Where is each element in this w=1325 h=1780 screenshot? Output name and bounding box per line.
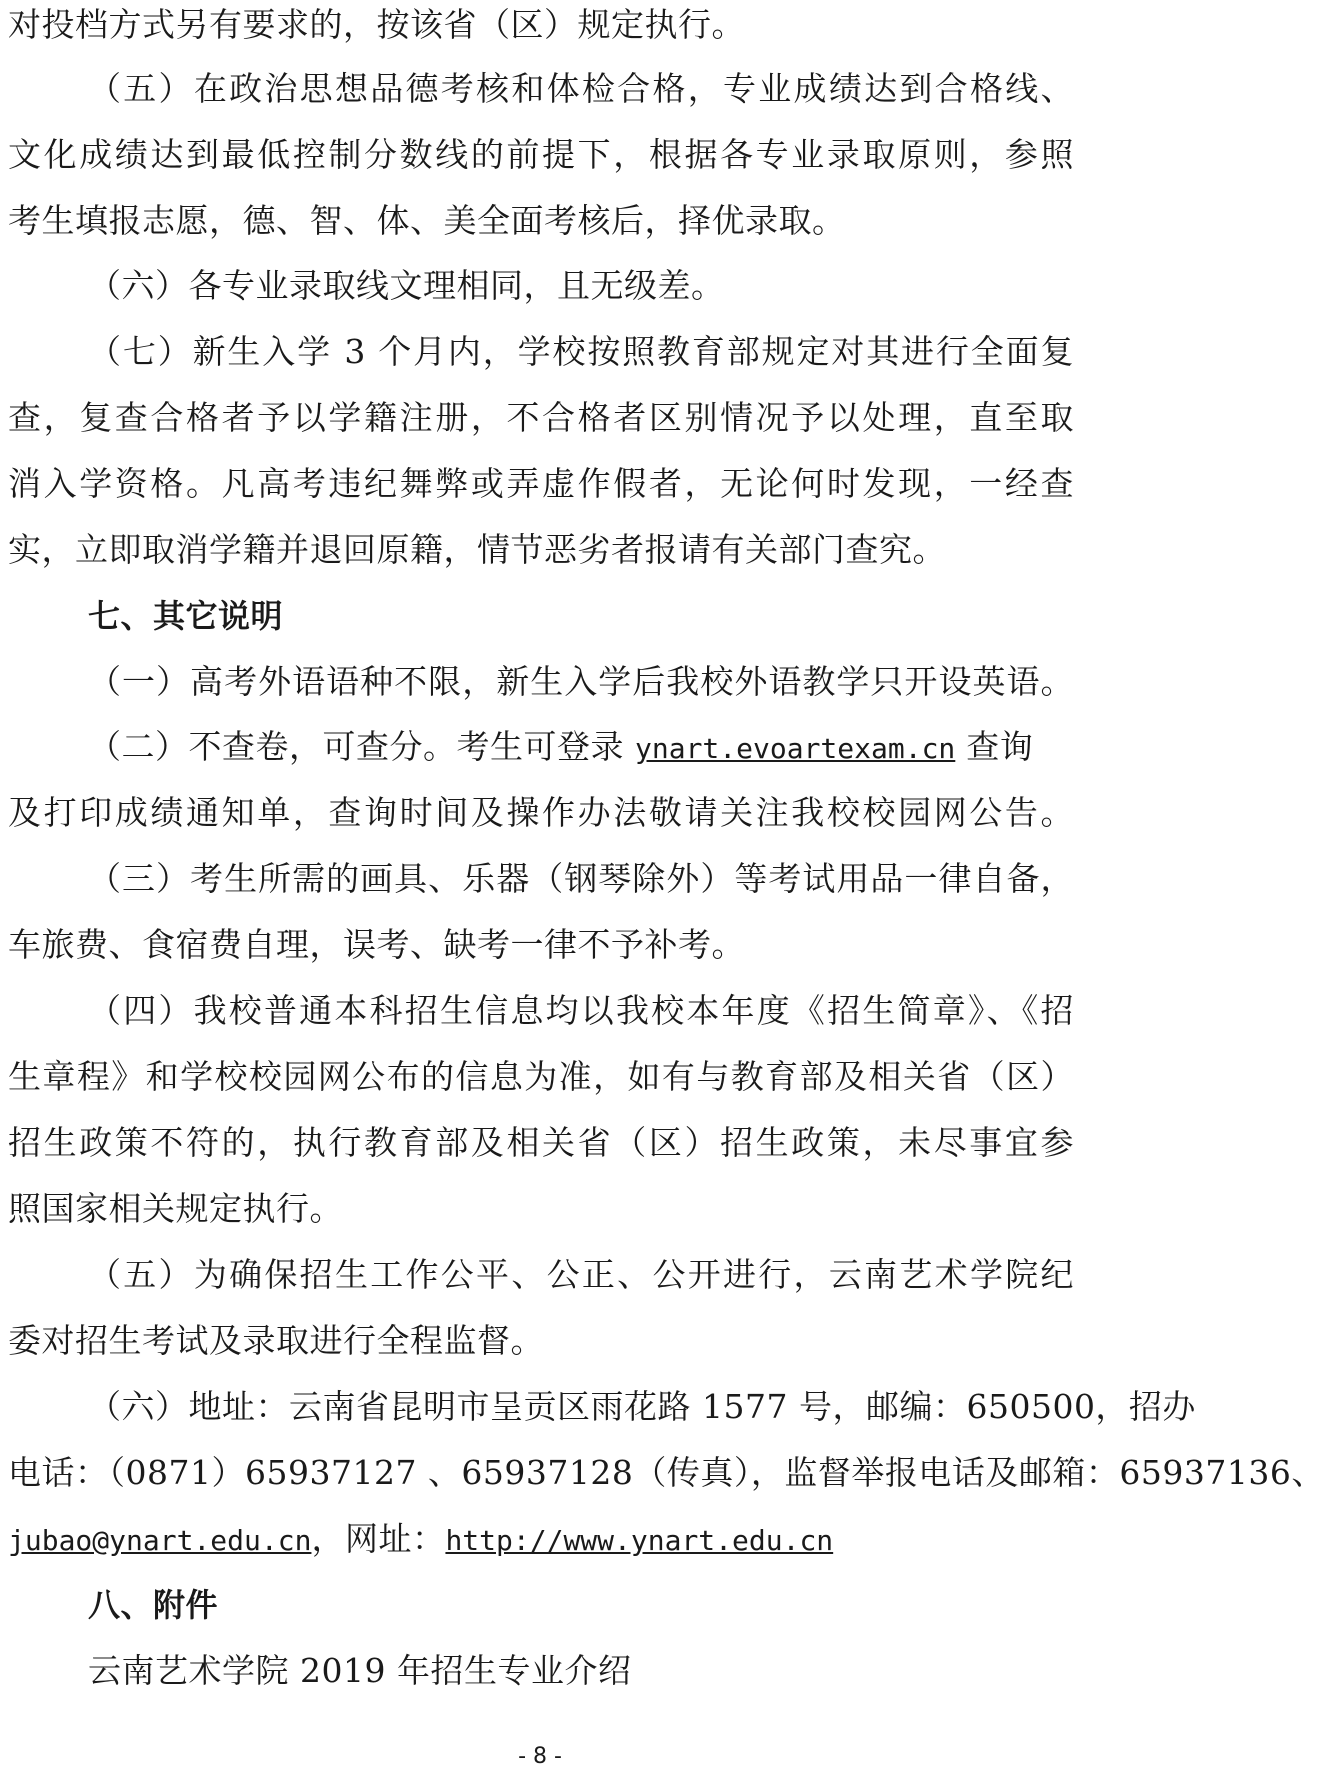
text-line: 及打印成绩通知单，查询时间及操作办法敬请关注我校校园网公告。 xyxy=(8,793,1074,832)
text-line: 实，立即取消学籍并退回原籍，情节恶劣者报请有关部门查究。 xyxy=(8,530,946,569)
text-span: 查询 xyxy=(955,727,1034,766)
text-line: 委对招生考试及录取进行全程监督。 xyxy=(8,1321,544,1360)
text-line: 电话：（0871）65937127 、65937128（传真），监督举报电话及邮箱：65937136、 xyxy=(8,1453,1325,1492)
text-line: 生章程》和学校校园网公布的信息为准，如有与教育部及相关省（区） xyxy=(8,1057,1074,1096)
text-line: 消入学资格。凡高考违纪舞弊或弄虚作假者，无论何时发现，一经查 xyxy=(8,464,1074,503)
text-span: （二）不查卷，可查分。考生可登录 xyxy=(88,727,635,766)
note-6-address: （六）地址：云南省昆明市呈贡区雨花路 1577 号，邮编：650500，招办 xyxy=(88,1387,1196,1426)
text-line: 查，复查合格者予以学籍注册，不合格者区别情况予以处理，直至取 xyxy=(8,398,1074,437)
page-number: - 8 - xyxy=(518,1744,562,1769)
score-query-link[interactable]: ynart.evoartexam.cn xyxy=(635,732,956,765)
note-5-supervision: （五）为确保招生工作公平、公正、公开进行，云南艺术学院纪 xyxy=(88,1255,1074,1294)
section-heading-attachment: 八、附件 xyxy=(88,1586,219,1624)
text-line: 考生填报志愿，德、智、体、美全面考核后，择优录取。 xyxy=(8,201,846,240)
paragraph-5-admission: （五）在政治思想品德考核和体检合格，专业成绩达到合格线、 xyxy=(88,69,1074,108)
note-3-supplies: （三）考生所需的画具、乐器（钢琴除外）等考试用品一律自备， xyxy=(88,859,1074,898)
note-1-language: （一）高考外语语种不限，新生入学后我校外语教学只开设英语。 xyxy=(88,662,1074,701)
paragraph-6-score-line: （六）各专业录取线文理相同，且无级差。 xyxy=(88,266,725,305)
text-line: 招生政策不符的，执行教育部及相关省（区）招生政策，未尽事宜参 xyxy=(8,1123,1074,1162)
note-2-score-query xyxy=(88,722,1074,774)
website-link[interactable]: http://www.ynart.edu.cn xyxy=(445,1524,834,1557)
text-span: ，网址： xyxy=(311,1519,446,1558)
text-line: 车旅费、食宿费自理，误考、缺考一律不予补考。 xyxy=(8,925,745,964)
section-heading-other-notes: 七、其它说明 xyxy=(88,597,284,635)
note-4-info-source: （四）我校普通本科招生信息均以我校本年度《招生简章》、《招 xyxy=(88,991,1074,1030)
attachment-title: 云南艺术学院 2019 年招生专业介绍 xyxy=(88,1651,632,1690)
text-line: 照国家相关规定执行。 xyxy=(8,1189,343,1228)
contact-line xyxy=(8,1514,1074,1566)
text-line: 对投档方式另有要求的，按该省（区）规定执行。 xyxy=(8,5,745,44)
report-email-link[interactable]: jubao@ynart.edu.cn xyxy=(8,1524,312,1557)
text-line: 文化成绩达到最低控制分数线的前提下，根据各专业录取原则，参照 xyxy=(8,135,1074,174)
paragraph-7-review: （七）新生入学 3 个月内，学校按照教育部规定对其进行全面复 xyxy=(88,332,1074,371)
